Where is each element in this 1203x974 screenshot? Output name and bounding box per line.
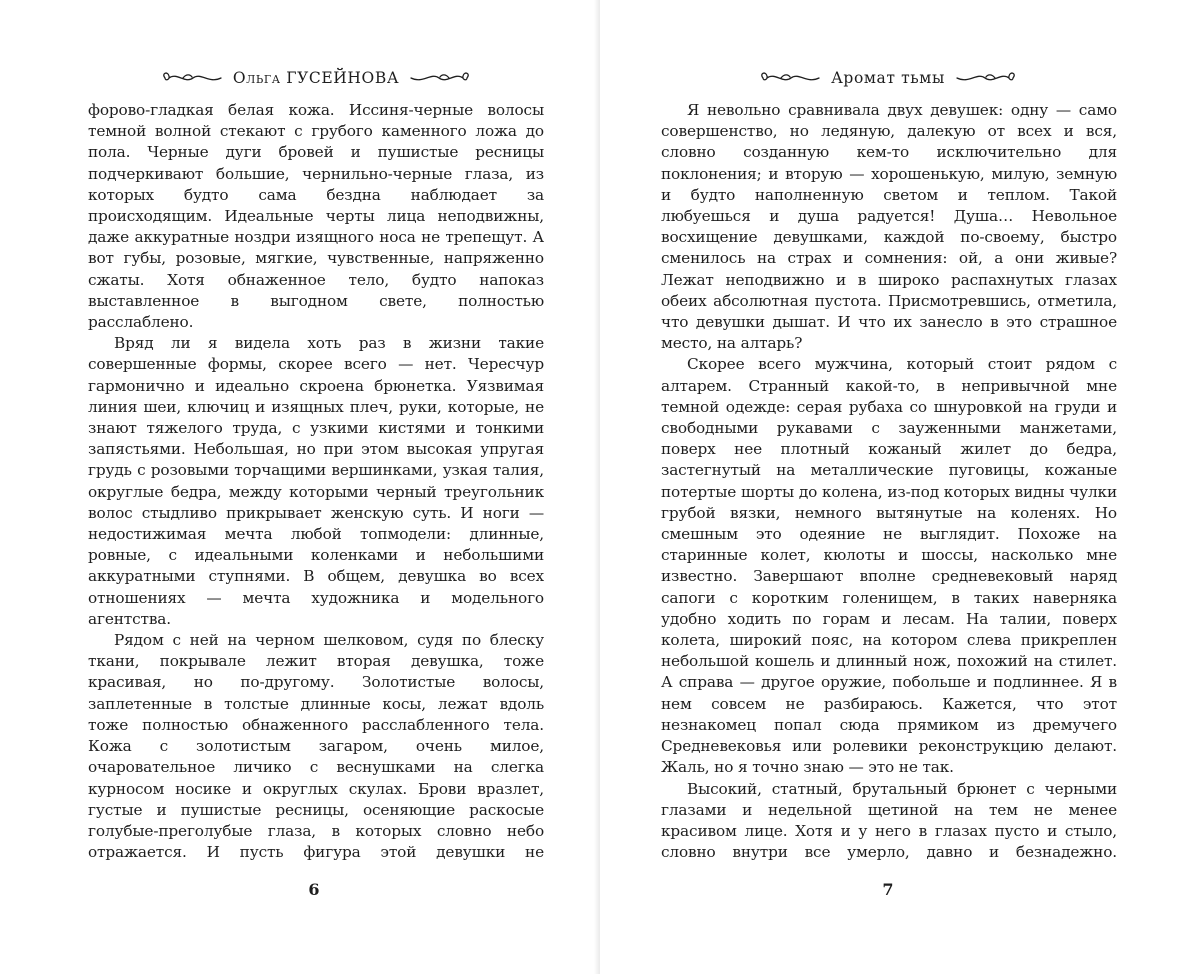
left-page [0,0,600,974]
left-flourish-icon [159,69,225,87]
paragraph: Скорее всего мужчина, который стоит рядом с алтарем. Странный какой-то, в непривычной мне темной одежде: серая рубаха со шнуровкой на груди и свободными рукавами с зауженными манжетами, поверх нее плотный кожаный жилет до бедра, застегнутый на металлические пуговицы, кожаные потертые шорты до колена, из-под которых видны чулки грубой вязки, немного вытянутые на коленях. Но смешным это одеяние не выглядит. Похоже на старинные колет, кюлоты и шоссы, насколько мне известно. Завершают вполне средневековый наряд сапоги с коротким голенищем, в таких наверняка удобно ходить по горам и лесам. На талии, поверх колета, широкий пояс, на котором слева прикреплен небольшой кошель и длинный нож, похожий на стилет. А справа — другое оружие, побольше и подлиннее. Я в нем совсем не разбираюсь. Кажется, что этот незнакомец попал сюда прямиком из дремучего Средневековья или ролевики реконструкцию делают. Жаль, но я точно знаю — это не так. [661,355,1117,777]
right-page-number: 7 [882,880,894,899]
right-body-text [661,100,1117,860]
left-running-head [88,64,544,92]
book-title: Аромат тьмы [831,69,945,87]
paragraph: Высокий, статный, брутальный брюнет с черными глазами и недельной щетиной на тем не менее красивом лице. Хотя и у него в глазах пусто и стыло, словно внутри все умерло, давно и безнадежно. [661,779,1117,860]
paragraph: Рядом с ней на черном шелковом, судя по блеску ткани, покрывале лежит вторая девушка, тоже красивая, но по-другому. Золотистые волосы, заплетенные в толстые длинные косы, лежат вдоль тоже полностью обнаженного расслабленного тела. Кожа с золотистым загаром, очень милое, очаровательное личико с веснушками на слегка курносом носике и округлых скулах. Брови вразлет, густые и пушистые ресницы, осеняющие раскосые голубые-преголубые глаза, в которых словно небо отражается. И пусть фигура этой девушки не [88,631,544,860]
paragraph: Вряд ли я видела хоть раз в жизни такие совершенные формы, скорее всего — нет. Чересчур гармонично и идеально скроена брюнетка. Уязвимая линия шеи, ключиц и изящных плеч, руки, которые, не знают тяжелого труда, с узкими кистями и тонкими запястьями. Небольшая, но при этом высокая упругая грудь с розовыми торчащими вершинками, узкая талия, округлые бедра, между которыми черный треугольник волос стыдливо прикрывает женскую суть. И ноги — недостижимая мечта любой топмодели: длинные, ровные, с идеальными коленками и небольшими аккуратными ступнями. В общем, девушка во всех отношениях — мечта художника и модельного агентства. [88,334,544,628]
left-body-text [88,100,544,860]
left-flourish-icon [757,69,823,87]
right-flourish-icon [953,69,1019,87]
right-page [600,0,1203,974]
author-name [233,69,399,87]
paragraph: Я невольно сравнивала двух девушек: одну — само совершенство, но ледяную, далекую от всех и вся, словно созданную кем-то исключительно для поклонения; и вторую — хорошенькую, милую, земную и будто наполненную светом и теплом. Такой любуешься и душа радуется! Душа… Невольное восхищение девушками, каждой по-своему, быстро сменилось на страх и сомнения: ой, а они живые? Лежат неподвижно и в широко распахнутых глазах обеих абсолютная пустота. Присмотревшись, отметила, что девушки дышат. И что их занесло в это страшное место, на алтарь? [661,101,1117,353]
paragraph: форово-гладкая белая кожа. Иссиня-черные волосы темной волной стекают с грубого каменного ложа до пола. Черные дуги бровей и пушистые ресницы подчеркивают большие, чернильно-черные глаза, из которых будто сама бездна наблюдает за происходящим. Идеальные черты лица неподвижны, даже аккуратные ноздри изящного носа не трепещут. А вот губы, розовые, мягкие, чувственные, напряженно сжаты. Хотя обнаженное тело, будто напоказ выставленное в выгодном свете, полностью расслаблено. [88,101,544,332]
author-last-name: ГУСЕЙНОВА [286,69,400,87]
right-flourish-icon [407,69,473,87]
left-page-number: 6 [308,880,320,899]
right-running-head [660,64,1116,92]
author-first-name: Ольга [232,69,281,87]
